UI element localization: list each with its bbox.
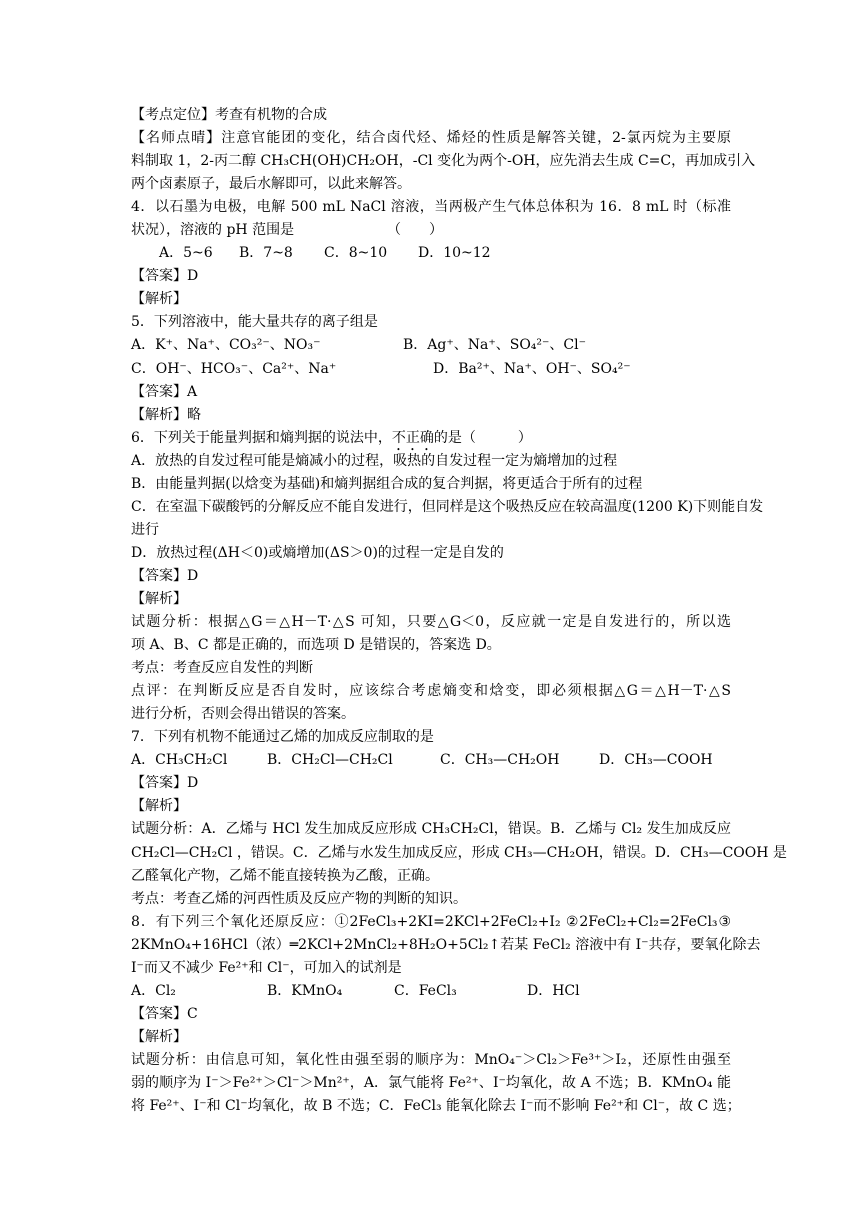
- question-7-stem: 7．下列有机物不能通过乙烯的加成反应制取的是: [131, 729, 434, 746]
- knowledge-point: 考点：考查乙烯的河西性质及反应产物的判断的知识。: [131, 890, 467, 907]
- option-c: C．在室温下碳酸钙的分解反应不能自发进行，但同样是这个吸热反应在较高温度(1200 K)下则能自发: [131, 498, 764, 515]
- analysis-text: CH₂Cl—CH₂Cl ，错误。C．乙烯与水发生加成反应，形成 CH₃—CH₂OH，错误。D．CH₃—COOH 是: [131, 844, 787, 861]
- stem-text: 6．下列关于能量判据和熵判据的说法中，: [131, 429, 392, 446]
- option-d: D．10~12: [418, 245, 491, 262]
- question-4-stem: 4．以石墨为电极，电解 500 mL NaCl 溶液，当两极产生气体总体积为 16．8 mL 时（标准: [131, 199, 731, 216]
- question-6-stem: [131, 427, 731, 450]
- analysis-text: 将 Fe²⁺、I⁻和 Cl⁻均氧化，故 B 不选；C．FeCl₃ 能氧化除去 I⁻而不影响 Fe²⁺和 Cl⁻，故 C 选；: [131, 1098, 741, 1115]
- analysis-label: 【解析】: [131, 590, 187, 607]
- option-b: B．KMnO₄: [267, 982, 343, 999]
- option-a: A．CH₃CH₂Cl: [131, 752, 228, 769]
- option-a: A．5~6: [159, 245, 213, 262]
- option-b: B．7~8: [239, 245, 293, 262]
- question-4-stem: [131, 219, 731, 242]
- answer-label: 【答案】D: [131, 268, 199, 285]
- answer-label: 【答案】D: [131, 775, 199, 792]
- text-line: 【考点定位】考查有机物的合成: [131, 107, 327, 123]
- option-c-continued: 进行: [131, 521, 159, 538]
- knowledge-point: 考点：考查反应自发性的判断: [131, 660, 313, 677]
- option-d: D．放热过程(ΔH＜0)或熵增加(ΔS＞0)的过程一定是自发的: [131, 544, 504, 561]
- question-5-stem: 5．下列溶液中，能大量共存的离子组是: [131, 314, 378, 331]
- question-5-options: [131, 334, 731, 357]
- question-8-options: [131, 980, 731, 1003]
- option-b: B．由能量判据(以焓变为基础)和熵判据组合成的复合判据，将更适合于所有的过程: [131, 475, 643, 492]
- question-4-options: [131, 242, 731, 265]
- option-c: C．8~10: [324, 245, 388, 262]
- stem-text: 的是（ ）: [433, 429, 532, 446]
- text-line: 料制取 1，2-丙二醇 CH₃CH(OH)CH₂OH，-Cl 变化为两个-OH，应先消去生成 C=C，再加成引入: [131, 153, 756, 170]
- analysis-label: 【解析】略: [131, 406, 201, 423]
- question-7-options: [131, 749, 731, 772]
- analysis-text: 试题分析：由信息可知，氧化性由强至弱的顺序为：MnO₄⁻＞Cl₂＞Fe³⁺＞I₂，还原性由强至: [131, 1051, 731, 1068]
- analysis-label: 【解析】: [131, 291, 187, 308]
- question-8-stem: 8．有下列三个氧化还原反应：①2FeCl₃+2KI=2KCl+2FeCl₂+I₂ ②2FeCl₂+Cl₂=2FeCl₃③: [131, 913, 731, 930]
- option-d: D．HCl: [527, 982, 580, 999]
- option-b: B．CH₂Cl—CH₂Cl: [267, 752, 393, 769]
- question-8-stem: I⁻而又不减少 Fe²⁺和 Cl⁻，可加入的试剂是: [131, 959, 402, 976]
- analysis-text: 试题分析：根据△G＝△H－T·△S 可知，只要△G＜0，反应就一定是自发进行的，所以选: [131, 614, 731, 631]
- option-a: A．放热的自发过程可能是熵减小的过程，吸热的自发过程一定为熵增加的过程: [131, 452, 618, 469]
- answer-label: 【答案】A: [131, 383, 198, 400]
- analysis-text: 试题分析：A．乙烯与 HCl 发生加成反应形成 CH₃CH₂Cl，错误。B．乙烯与 Cl₂ 发生加成反应: [131, 821, 731, 838]
- analysis-label: 【解析】: [131, 1028, 187, 1045]
- comment-text: 点评：在判断反应是否自发时，应该综合考虑熵变和焓变，即必须根据△G＝△H－T·△S: [131, 683, 731, 700]
- text-line: 两个卤素原子，最后水解即可，以此来解答。: [131, 176, 411, 193]
- option-a: A．K⁺、Na⁺、CO₃²⁻、NO₃⁻: [131, 337, 321, 354]
- option-c: C．OH⁻、HCO₃⁻、Ca²⁺、Na⁺: [131, 360, 337, 377]
- document-body: [131, 104, 787, 1118]
- analysis-text: 项 A、B、C 都是正确的，而选项 D 是错误的，答案选 D。: [131, 637, 501, 654]
- comment-text: 进行分析，否则会得出错误的答案。: [131, 706, 355, 723]
- answer-label: 【答案】D: [131, 567, 199, 584]
- text-line: 【名师点晴】注意官能团的变化，结合卤代烃、烯烃的性质是解答关键，2-氯丙烷为主要原: [131, 130, 731, 147]
- option-c: C．CH₃—CH₂OH: [440, 752, 560, 769]
- analysis-label: 【解析】: [131, 798, 187, 815]
- option-d: D．Ba²⁺、Na⁺、OH⁻、SO₄²⁻: [433, 360, 631, 377]
- answer-label: 【答案】C: [131, 1005, 198, 1022]
- analysis-text: 弱的顺序为 I⁻＞Fe²⁺＞Cl⁻＞Mn²⁺，A．氯气能将 Fe²⁺、I⁻均氧化，故 A 不选；B．KMnO₄ 能: [131, 1074, 731, 1091]
- analysis-text: 乙醛氧化产物，乙烯不能直接转换为乙酸，正确。: [131, 867, 439, 884]
- question-8-stem: 2KMnO₄+16HCl（浓）═2KCl+2MnCl₂+8H₂O+5Cl₂↑若某 FeCl₂ 溶液中有 I⁻共存，要氧化除去: [131, 936, 761, 953]
- option-a: A．Cl₂: [131, 982, 176, 999]
- question-5-options: [131, 358, 731, 381]
- emphasis-text: 不正确: [391, 429, 434, 446]
- option-b: B．Ag⁺、Na⁺、SO₄²⁻、Cl⁻: [403, 337, 586, 354]
- option-d: D．CH₃—COOH: [599, 752, 713, 769]
- stem-text: 状况），溶液的 pH 范围是: [131, 222, 295, 239]
- option-c: C．FeCl₃: [394, 982, 457, 999]
- answer-blank: （ ）: [387, 222, 443, 239]
